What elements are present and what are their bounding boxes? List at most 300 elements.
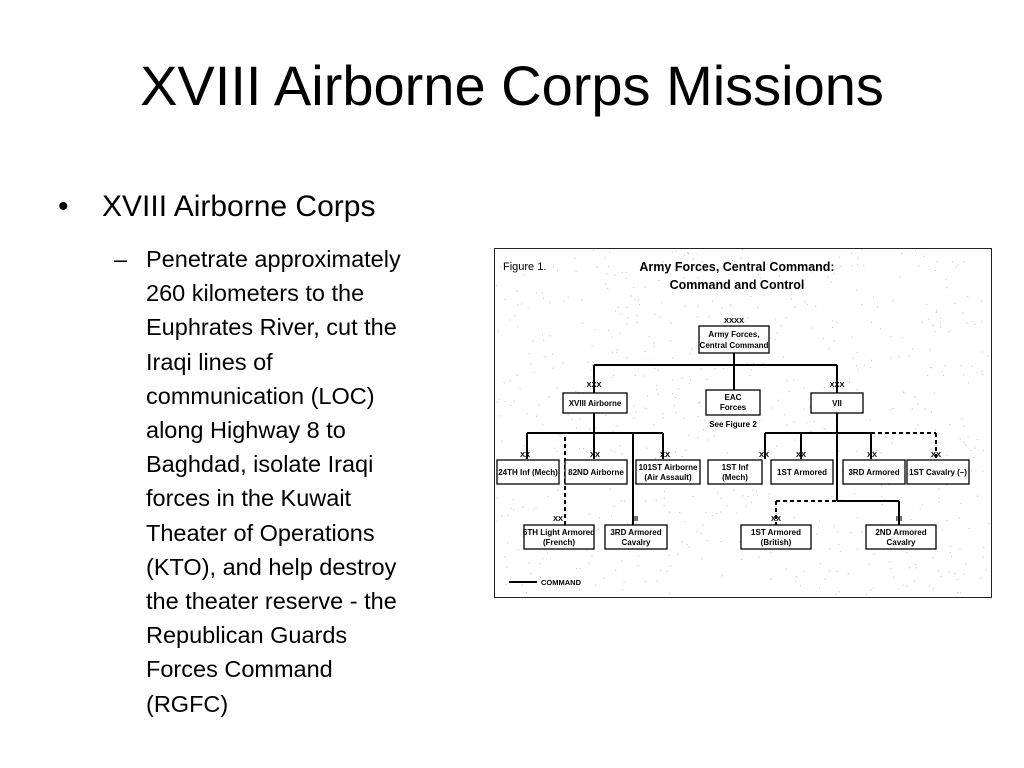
- scan-speckle: [576, 427, 577, 428]
- scan-speckle: [981, 321, 982, 322]
- scan-speckle: [964, 574, 965, 575]
- scan-speckle: [556, 387, 557, 388]
- scan-speckle: [932, 557, 933, 558]
- scan-speckle: [837, 571, 838, 572]
- scan-speckle: [829, 548, 830, 549]
- scan-speckle: [812, 327, 813, 328]
- scan-speckle: [697, 531, 698, 532]
- scan-speckle: [636, 412, 637, 413]
- scan-speckle: [764, 481, 765, 482]
- scan-speckle: [873, 297, 874, 298]
- scan-speckle: [526, 592, 527, 593]
- scan-speckle: [853, 358, 854, 359]
- scan-speckle: [730, 306, 731, 307]
- echelon-label: III: [895, 514, 903, 523]
- scan-speckle: [670, 340, 671, 341]
- scan-speckle: [589, 428, 590, 429]
- scan-speckle: [902, 585, 903, 586]
- scan-speckle: [649, 336, 650, 337]
- echelon-label: XX: [866, 450, 878, 459]
- scan-speckle: [934, 392, 935, 393]
- scan-speckle: [542, 292, 543, 293]
- unit-label: 101ST Airborne: [638, 463, 698, 472]
- sub-bullet-line: (RGFC): [146, 690, 229, 717]
- scan-speckle: [948, 332, 949, 333]
- scan-speckle: [750, 296, 751, 297]
- figure-title-line1: Army Forces, Central Command:: [639, 260, 835, 274]
- unit-label: 1ST Cavalry (–): [909, 468, 967, 477]
- scan-speckle: [837, 322, 838, 323]
- scan-speckle: [747, 363, 748, 364]
- scan-speckle: [698, 403, 699, 404]
- scan-speckle: [838, 451, 839, 452]
- unit-label: VII: [832, 399, 842, 408]
- scan-speckle: [605, 415, 606, 416]
- scan-speckle: [771, 408, 772, 409]
- scan-speckle: [890, 336, 891, 337]
- scan-speckle: [915, 428, 916, 429]
- scan-speckle: [951, 556, 952, 557]
- scan-speckle: [963, 374, 964, 375]
- scan-speckle: [635, 375, 636, 376]
- scan-speckle: [592, 346, 593, 347]
- scan-speckle: [942, 530, 943, 531]
- scan-speckle: [869, 564, 870, 565]
- unit-label: Cavalry: [886, 538, 916, 547]
- scan-speckle: [553, 266, 554, 267]
- scan-speckle: [624, 501, 625, 502]
- scan-speckle: [645, 408, 646, 409]
- scan-speckle: [663, 417, 664, 418]
- scan-speckle: [849, 379, 850, 380]
- scan-speckle: [748, 318, 749, 319]
- echelon-label: XX: [552, 514, 564, 523]
- scan-speckle: [737, 513, 738, 514]
- scan-speckle: [633, 287, 634, 288]
- scan-speckle: [646, 409, 647, 410]
- sub-bullet-line: Penetrate approximately: [146, 246, 401, 272]
- bullet-dot: •: [58, 190, 69, 223]
- scan-speckle: [810, 431, 811, 432]
- scan-speckle: [670, 566, 671, 567]
- scan-speckle: [616, 352, 617, 353]
- scan-speckle: [679, 512, 680, 513]
- scan-speckle: [596, 267, 597, 268]
- scan-speckle: [939, 489, 940, 490]
- scan-speckle: [947, 520, 948, 521]
- scan-speckle: [871, 360, 872, 361]
- scan-speckle: [660, 570, 661, 571]
- scan-speckle: [920, 509, 921, 510]
- scan-speckle: [931, 367, 932, 368]
- scan-speckle: [907, 586, 908, 587]
- scan-speckle: [810, 407, 811, 408]
- scan-speckle: [960, 593, 961, 594]
- scan-speckle: [499, 399, 500, 400]
- scan-speckle: [674, 405, 675, 406]
- scan-speckle: [511, 508, 512, 509]
- figure-title-line2: Command and Control: [669, 278, 805, 292]
- scan-speckle: [624, 581, 625, 582]
- scan-speckle: [751, 502, 752, 503]
- scan-speckle: [656, 385, 657, 386]
- echelon-label: XXX: [829, 380, 845, 389]
- scan-speckle: [617, 425, 618, 426]
- scan-speckle: [613, 506, 614, 507]
- scan-speckle: [774, 339, 775, 340]
- scan-speckle: [850, 532, 851, 533]
- scan-speckle: [588, 361, 589, 362]
- scan-speckle: [633, 405, 634, 406]
- scan-speckle: [746, 506, 747, 507]
- scan-speckle: [793, 379, 794, 380]
- unit-label: 6TH Light Armored: [522, 528, 596, 537]
- scan-speckle: [540, 563, 541, 564]
- scan-speckle: [627, 307, 628, 308]
- scan-speckle: [688, 253, 689, 254]
- scan-speckle: [631, 296, 632, 297]
- unit-label: 2ND Armored: [875, 528, 927, 537]
- scan-speckle: [699, 402, 700, 403]
- scan-speckle: [967, 323, 968, 324]
- scan-speckle: [658, 393, 659, 394]
- echelon-label: XX: [758, 450, 770, 459]
- scan-speckle: [615, 570, 616, 571]
- scan-speckle: [921, 504, 922, 505]
- scan-speckle: [712, 301, 713, 302]
- scan-speckle: [720, 512, 721, 513]
- scan-speckle: [609, 252, 610, 253]
- see-figure-note: See Figure 2: [709, 420, 757, 429]
- scan-speckle: [770, 552, 771, 553]
- scan-speckle: [925, 409, 926, 410]
- scan-speckle: [685, 521, 686, 522]
- scan-speckle: [545, 356, 546, 357]
- scan-speckle: [912, 408, 913, 409]
- scan-speckle: [620, 333, 621, 334]
- scan-speckle: [583, 448, 584, 449]
- scan-speckle: [857, 517, 858, 518]
- scan-speckle: [677, 554, 678, 555]
- scan-speckle: [945, 279, 946, 280]
- scan-speckle: [689, 547, 690, 548]
- scan-speckle: [611, 337, 612, 338]
- scan-speckle: [703, 429, 704, 430]
- scan-speckle: [786, 569, 787, 570]
- scan-speckle: [814, 421, 815, 422]
- scan-speckle: [536, 416, 537, 417]
- scan-speckle: [937, 261, 938, 262]
- scan-speckle: [654, 346, 655, 347]
- unit-label: 82ND Airborne: [568, 468, 624, 477]
- scan-speckle: [671, 323, 672, 324]
- scan-speckle: [803, 571, 804, 572]
- scan-speckle: [648, 358, 649, 359]
- scan-speckle: [861, 249, 862, 250]
- scan-speckle: [915, 396, 916, 397]
- scan-speckle: [645, 581, 646, 582]
- scan-speckle: [675, 412, 676, 413]
- scan-speckle: [684, 418, 685, 419]
- scan-speckle: [963, 261, 964, 262]
- scan-speckle: [622, 560, 623, 561]
- scan-speckle: [542, 558, 543, 559]
- scan-speckle: [977, 372, 978, 373]
- scan-speckle: [980, 578, 981, 579]
- scan-speckle: [532, 341, 533, 342]
- scan-speckle: [794, 422, 795, 423]
- scan-speckle: [605, 283, 606, 284]
- scan-speckle: [610, 489, 611, 490]
- scan-speckle: [929, 586, 930, 587]
- scan-speckle: [946, 455, 947, 456]
- scan-speckle: [950, 331, 951, 332]
- scan-speckle: [964, 426, 965, 427]
- scan-speckle: [832, 321, 833, 322]
- scan-speckle: [806, 422, 807, 423]
- scan-speckle: [956, 579, 957, 580]
- scan-speckle: [497, 497, 498, 498]
- scan-speckle: [856, 389, 857, 390]
- scan-speckle: [692, 496, 693, 497]
- sub-bullet-line: forces in the Kuwait: [146, 485, 352, 512]
- scan-speckle: [639, 304, 640, 305]
- scan-speckle: [893, 577, 894, 578]
- slide-title: XVIII Airborne Corps Missions: [140, 54, 884, 117]
- scan-speckle: [973, 457, 974, 458]
- scan-speckle: [716, 513, 717, 514]
- scan-speckle: [637, 565, 638, 566]
- scan-speckle: [781, 503, 782, 504]
- scan-speckle: [675, 451, 676, 452]
- scan-speckle: [654, 424, 655, 425]
- scan-speckle: [513, 510, 514, 511]
- scan-speckle: [982, 374, 983, 375]
- scan-speckle: [627, 357, 628, 358]
- echelon-label: XX: [770, 514, 782, 523]
- scan-speckle: [834, 526, 835, 527]
- scan-speckle: [949, 424, 950, 425]
- scan-speckle: [950, 552, 951, 553]
- scan-speckle: [972, 366, 973, 367]
- scan-speckle: [714, 436, 715, 437]
- scan-speckle: [820, 563, 821, 564]
- scan-speckle: [702, 525, 703, 526]
- scan-speckle: [518, 550, 519, 551]
- unit-label: Army Forces,: [708, 330, 760, 339]
- scan-speckle: [955, 267, 956, 268]
- scan-speckle: [610, 450, 611, 451]
- scan-speckle: [727, 453, 728, 454]
- scan-speckle: [582, 323, 583, 324]
- scan-speckle: [967, 296, 968, 297]
- scan-speckle: [676, 251, 677, 252]
- scan-speckle: [839, 257, 840, 258]
- echelon-label: XX: [589, 450, 601, 459]
- scan-speckle: [686, 450, 687, 451]
- scan-speckle: [646, 448, 647, 449]
- scan-speckle: [622, 453, 623, 454]
- scan-speckle: [516, 374, 517, 375]
- scan-speckle: [961, 365, 962, 366]
- scan-speckle: [592, 365, 593, 366]
- scan-speckle: [702, 559, 703, 560]
- scan-speckle: [819, 521, 820, 522]
- scan-speckle: [636, 315, 637, 316]
- scan-speckle: [989, 523, 990, 524]
- scan-speckle: [955, 573, 956, 574]
- scan-speckle: [507, 542, 508, 543]
- scan-speckle: [608, 266, 609, 267]
- scan-speckle: [617, 349, 618, 350]
- scan-speckle: [576, 271, 577, 272]
- scan-speckle: [587, 550, 588, 551]
- sub-bullet-line: Euphrates River, cut the: [146, 314, 397, 341]
- scan-speckle: [892, 408, 893, 409]
- scan-speckle: [856, 451, 857, 452]
- scan-speckle: [949, 571, 950, 572]
- scan-speckle: [712, 515, 713, 516]
- org-chart-svg: [495, 249, 992, 598]
- scan-speckle: [497, 402, 498, 403]
- scan-speckle: [840, 266, 841, 267]
- scan-speckle: [942, 371, 943, 372]
- scan-speckle: [579, 568, 580, 569]
- sub-bullet-line: Theater of Operations: [146, 519, 375, 546]
- scan-speckle: [784, 414, 785, 415]
- scan-speckle: [759, 420, 760, 421]
- scan-speckle: [899, 276, 900, 277]
- scan-speckle: [612, 352, 613, 353]
- scan-speckle: [870, 590, 871, 591]
- scan-speckle: [890, 409, 891, 410]
- scan-speckle: [530, 363, 531, 364]
- unit-label: 24TH Inf (Mech): [498, 468, 558, 477]
- scan-speckle: [562, 499, 563, 500]
- scan-speckle: [715, 368, 716, 369]
- scan-speckle: [507, 567, 508, 568]
- scan-speckle: [595, 585, 596, 586]
- scan-speckle: [973, 321, 974, 322]
- scan-speckle: [717, 294, 718, 295]
- unit-label: 3RD Armored: [610, 528, 662, 537]
- scan-speckle: [723, 368, 724, 369]
- legend: [509, 578, 582, 587]
- scan-speckle: [550, 335, 551, 336]
- scan-speckle: [534, 372, 535, 373]
- scan-speckle: [935, 551, 936, 552]
- scan-speckle: [721, 575, 722, 576]
- scan-speckle: [608, 330, 609, 331]
- sub-bullet-line: communication (LOC): [146, 382, 375, 409]
- scan-speckle: [664, 505, 665, 506]
- scan-speckle: [527, 414, 528, 415]
- scan-speckle: [688, 435, 689, 436]
- scan-speckle: [613, 375, 614, 376]
- scan-speckle: [730, 304, 731, 305]
- scan-speckle: [848, 573, 849, 574]
- scan-speckle: [916, 567, 917, 568]
- scan-speckle: [922, 321, 923, 322]
- scan-speckle: [965, 444, 966, 445]
- scan-speckle: [936, 310, 937, 311]
- scan-speckle: [717, 493, 718, 494]
- scan-speckle: [777, 333, 778, 334]
- scan-speckle: [962, 418, 963, 419]
- scan-speckle: [864, 265, 865, 266]
- unit-label: XVIII Airborne: [568, 399, 622, 408]
- scan-speckle: [658, 280, 659, 281]
- scan-speckle: [899, 357, 900, 358]
- scan-speckle: [504, 382, 505, 383]
- scan-speckle: [654, 314, 655, 315]
- scan-speckle: [620, 314, 621, 315]
- scan-speckle: [556, 450, 557, 451]
- scan-speckle: [968, 436, 969, 437]
- scan-speckle: [669, 593, 670, 594]
- scan-speckle: [917, 424, 918, 425]
- scan-speckle: [626, 278, 627, 279]
- scan-speckle: [881, 453, 882, 454]
- scan-speckle: [721, 498, 722, 499]
- scan-speckle: [769, 494, 770, 495]
- scan-speckle: [862, 531, 863, 532]
- scan-speckle: [615, 275, 616, 276]
- scan-speckle: [699, 402, 700, 403]
- scan-speckle: [536, 292, 537, 293]
- scan-speckle: [828, 349, 829, 350]
- scan-speckle: [547, 496, 548, 497]
- scan-speckle: [986, 569, 987, 570]
- scan-speckle: [849, 382, 850, 383]
- scan-speckle: [862, 304, 863, 305]
- scan-speckle: [596, 427, 597, 428]
- scan-speckle: [644, 375, 645, 376]
- scan-speckle: [807, 304, 808, 305]
- scan-speckle: [927, 375, 928, 376]
- scan-speckle: [682, 456, 683, 457]
- echelon-label: XX: [519, 450, 531, 459]
- unit-label: (Mech): [722, 473, 748, 482]
- scan-speckle: [939, 501, 940, 502]
- scan-speckle: [657, 581, 658, 582]
- echelon-label: XXXX: [723, 316, 745, 325]
- scan-speckle: [672, 358, 673, 359]
- scan-speckle: [975, 448, 976, 449]
- scan-speckle: [890, 568, 891, 569]
- scan-speckle: [684, 255, 685, 256]
- scan-speckle: [938, 571, 939, 572]
- scan-speckle: [824, 428, 825, 429]
- scan-speckle: [965, 563, 966, 564]
- scan-speckle: [890, 358, 891, 359]
- scan-speckle: [598, 529, 599, 530]
- scan-speckle: [870, 420, 871, 421]
- scan-speckle: [837, 531, 838, 532]
- scan-speckle: [838, 544, 839, 545]
- scan-speckle: [906, 552, 907, 553]
- scan-speckle: [968, 382, 969, 383]
- scan-speckle: [592, 370, 593, 371]
- scan-speckle: [707, 379, 708, 380]
- scan-speckle: [928, 319, 929, 320]
- scan-speckle: [510, 578, 511, 579]
- scan-speckle: [961, 503, 962, 504]
- org-chart-connectors: [527, 353, 936, 525]
- scan-speckle: [621, 500, 622, 501]
- scan-speckle: [496, 285, 497, 286]
- scan-speckle: [701, 369, 702, 370]
